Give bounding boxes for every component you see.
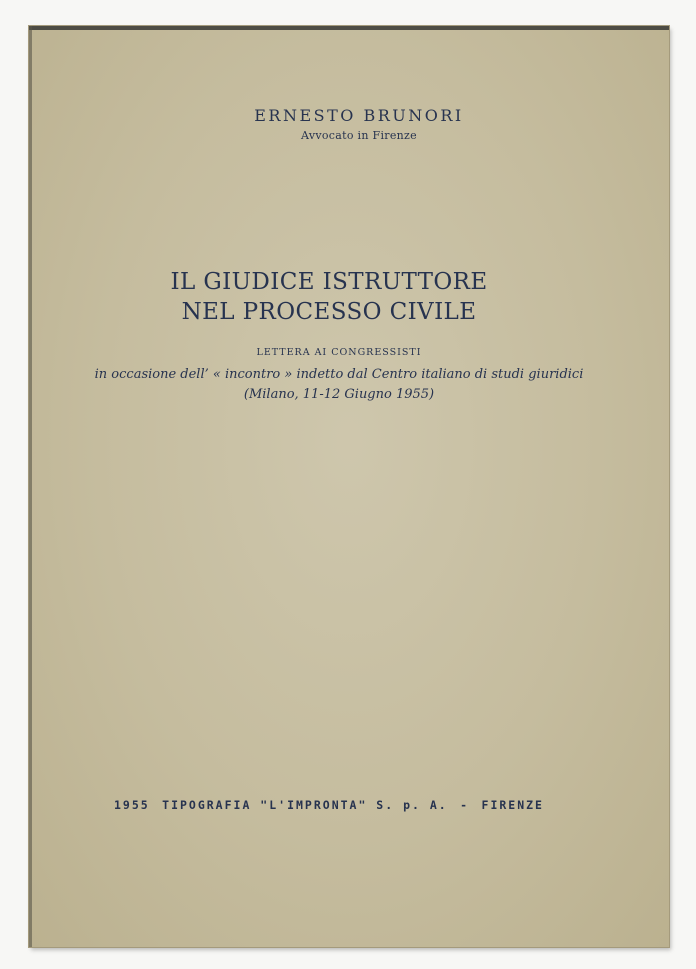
imprint-separator: - — [460, 798, 470, 812]
cover-top-edge — [29, 26, 669, 30]
imprint-line — [114, 798, 544, 812]
author-role: Avvocato in Firenze — [301, 129, 417, 142]
imprint-city: FIRENZE — [481, 798, 544, 812]
subtitle-line-2: (Milano, 11-12 Giugno 1955) — [243, 387, 435, 402]
pamphlet-cover — [29, 26, 669, 947]
subtitle-line-1: in occasione dell’ « incontro » indetto dal Centro italiano di studi giuridici — [94, 367, 584, 382]
subtitle-caps: LETTERA AI CONGRESSISTI — [256, 347, 422, 358]
title-line-2: NEL PROCESSO CIVILE — [181, 299, 477, 325]
author-name: ERNESTO BRUNORI — [254, 106, 464, 125]
imprint-publisher: TIPOGRAFIA "L'IMPRONTA" S. p. A. — [162, 798, 448, 812]
cover-spine-edge — [29, 26, 32, 947]
imprint-year: 1955 — [114, 798, 150, 812]
title-line-1: IL GIUDICE ISTRUTTORE — [170, 269, 488, 295]
